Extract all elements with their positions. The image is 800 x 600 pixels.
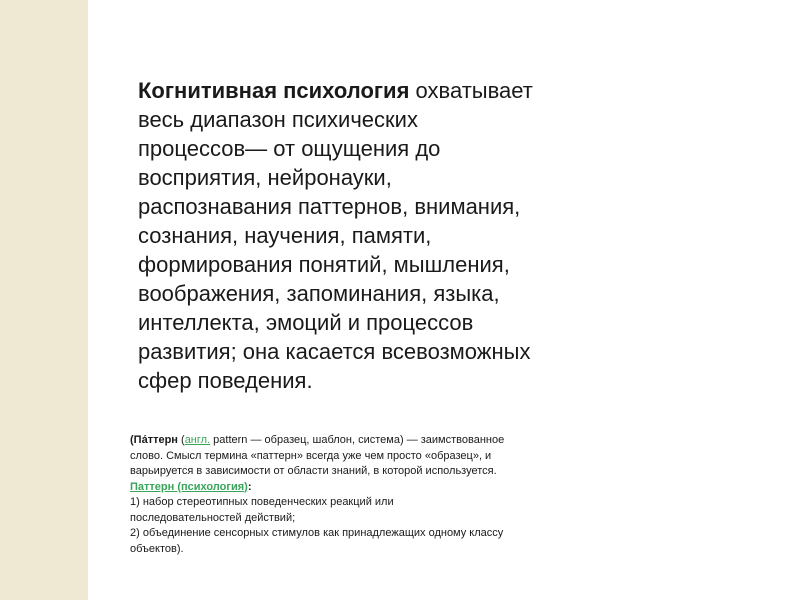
note-line-8: объектов). (130, 542, 184, 555)
note-line-6: последовательностей действий; (130, 511, 296, 524)
main-line-1: Когнитивная психология охватывает (138, 78, 533, 103)
main-line-5: распознавания паттернов, внимания, (138, 194, 521, 219)
main-line-4: восприятия, нейронауки, (138, 165, 392, 190)
note-line-4: Паттерн (психология): (130, 480, 252, 493)
main-line-11: сфер поведения. (138, 368, 313, 393)
note-line-1: (Па́ттерн (англ. pattern — образец, шаблон, система) — заимствованное (130, 434, 505, 446)
main-line-8: воображения, запоминания, языка, (138, 281, 500, 306)
main-line-10: развития; она касается всевозможных (138, 339, 531, 364)
note-line-2: слово. Смысл термина «паттерн» всегда уже чем просто «образец», и (130, 449, 492, 462)
main-line-7: формирования понятий, мышления, (138, 252, 510, 277)
main-paragraph (138, 76, 628, 395)
main-line-6: сознания, научения, памяти, (138, 223, 432, 248)
note-term: Па́ттерн (133, 434, 178, 446)
main-line-3: процессов— от ощущения до (138, 136, 441, 161)
note-line-5: 1) набор стереотипных поведенческих реакций или (130, 496, 394, 508)
pattern-footnote (130, 433, 600, 557)
note-line-7: 2) объединение сенсорных стимулов как принадлежащих одному классу (130, 527, 504, 539)
main-term-bold: Когнитивная психология (138, 78, 410, 103)
pattern-psychology-link[interactable]: Паттерн (психология) (130, 480, 248, 493)
main-line-2: весь диапазон психических (138, 107, 418, 132)
english-link[interactable]: англ. (184, 434, 211, 446)
main-line-9: интеллекта, эмоций и процессов (138, 310, 474, 335)
left-accent-bar (0, 0, 88, 600)
note-line-3: варьируется в зависимости от области знаний, в которой используется. (130, 465, 497, 477)
